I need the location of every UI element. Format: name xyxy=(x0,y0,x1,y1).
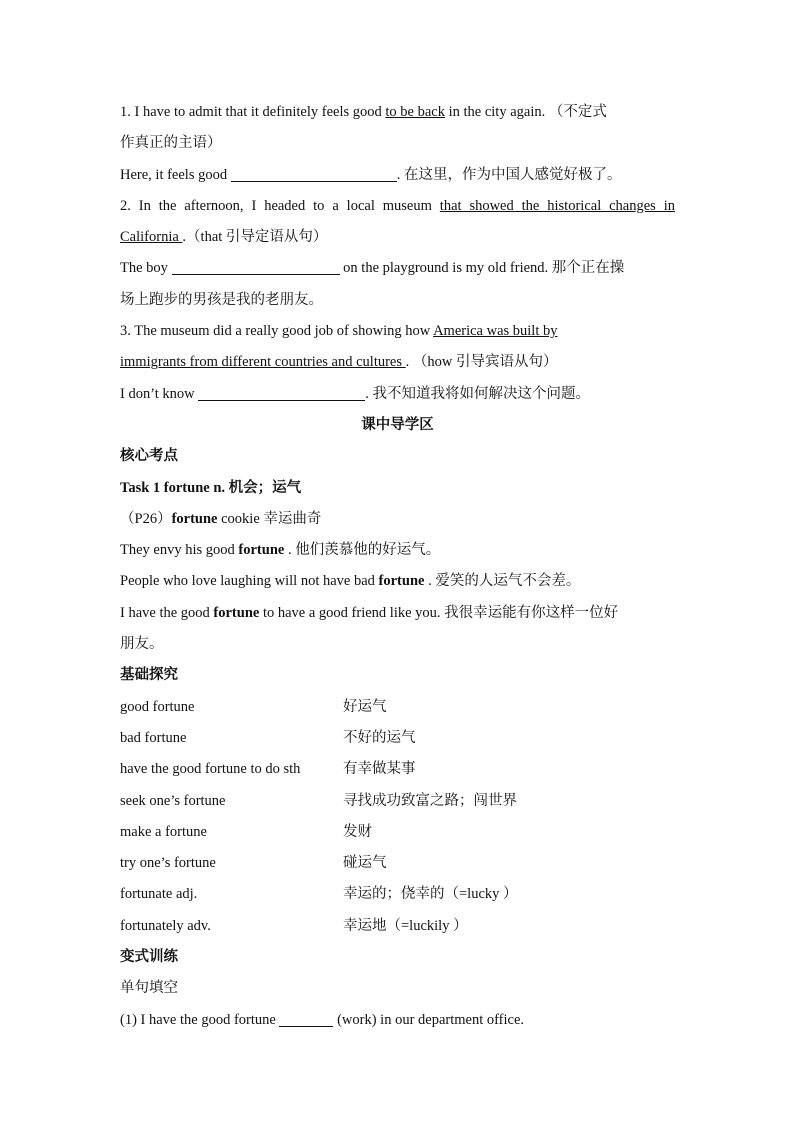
basic-heading: 基础探究 xyxy=(120,667,178,684)
text: I have the good xyxy=(120,604,214,621)
example-3 xyxy=(120,566,675,597)
text: The boy xyxy=(120,260,172,277)
sentence-2-exercise xyxy=(120,253,675,284)
underlined-phrase: California xyxy=(120,229,183,246)
underlined-phrase: to be back xyxy=(385,104,445,120)
phrase-en: bad fortune xyxy=(120,729,187,746)
text: .（that 引导定语从句） xyxy=(182,229,328,246)
text: 2. In the afternoon, I headed to a local museum xyxy=(120,197,440,214)
phrase-row xyxy=(120,879,675,910)
phrase-zh: 碰运气 xyxy=(343,855,387,872)
phrase-row xyxy=(120,817,675,848)
phrase-zh: 幸运地（=luckily ） xyxy=(343,917,468,934)
text: 3. The museum did a really good job of showing how xyxy=(120,323,434,340)
text: . 爱笑的人运气不会差。 xyxy=(424,573,581,590)
text: on the playground is my old friend. 那个正在操 xyxy=(339,260,625,277)
sentence-2-line-1 xyxy=(120,191,675,222)
answer-blank[interactable] xyxy=(172,259,340,275)
phrase-en: have the good fortune to do sth xyxy=(120,761,301,778)
phrase-list xyxy=(120,692,675,942)
phrase-row xyxy=(120,723,675,754)
phrase-en: fortunately adv. xyxy=(120,917,211,934)
sentence-1-exercise xyxy=(120,160,675,191)
task-heading: Task 1 fortune n. 机会；运气 xyxy=(120,479,302,496)
phrase-row xyxy=(120,786,675,817)
sentence-3-line-2 xyxy=(120,347,675,378)
underlined-phrase: immigrants from different countries and cultures xyxy=(120,354,406,371)
phrase-row xyxy=(120,848,675,879)
keyword: fortune xyxy=(378,573,425,590)
phrase-zh: 有幸做某事 xyxy=(343,761,416,778)
sentence-2-exercise-cont: 场上跑步的男孩是我的老朋友。 xyxy=(120,291,323,308)
text: I don’t know xyxy=(120,385,199,402)
section-title: 课中导学区 xyxy=(361,416,434,433)
fill-heading: 单句填空 xyxy=(120,980,178,997)
phrase-en: try one’s fortune xyxy=(120,855,216,872)
phrase-en: fortunate adj. xyxy=(120,886,198,903)
phrase-zh: 幸运的；侥幸的（=lucky ） xyxy=(343,886,518,903)
underlined-phrase: that showed the historical changes in xyxy=(439,197,676,214)
phrase-row xyxy=(120,692,675,723)
sentence-3-exercise xyxy=(120,379,675,410)
text: . （how 引导宾语从句） xyxy=(405,354,558,371)
example-4-cont: 朋友。 xyxy=(120,636,164,653)
sentence-1-line-1 xyxy=(120,97,675,128)
sentence-3-line-1 xyxy=(120,316,675,347)
text: . 在这里，作为中国人感觉好极了。 xyxy=(396,166,622,183)
phrase-en: seek one’s fortune xyxy=(120,792,226,809)
text: . 他们羡慕他的好运气。 xyxy=(284,542,441,559)
text: to have a good friend like you. 我很幸运能有你这样一位好 xyxy=(259,604,619,621)
example-4 xyxy=(120,598,675,629)
phrase-en: good fortune xyxy=(120,698,195,715)
sentence-1-line-2: 作真正的主语） xyxy=(120,135,222,152)
phrase-zh: 好运气 xyxy=(343,698,387,715)
text: They envy his good xyxy=(120,542,239,559)
underlined-phrase: America was built by xyxy=(433,323,558,340)
text: . 我不知道我将如何解决这个问题。 xyxy=(365,385,591,402)
text: 1. I have to admit that it definitely feels good xyxy=(120,104,386,120)
variant-heading: 变式训练 xyxy=(120,949,178,966)
document-page xyxy=(120,97,675,1036)
answer-blank[interactable] xyxy=(198,385,365,401)
core-heading: 核心考点 xyxy=(120,448,178,465)
text: （P26） xyxy=(120,510,172,527)
example-1 xyxy=(120,504,675,535)
text: People who love laughing will not have bad xyxy=(120,573,379,590)
phrase-zh: 发财 xyxy=(343,823,372,840)
text: (work) in our department office. xyxy=(333,1011,525,1028)
text: Here, it feels good xyxy=(120,166,231,183)
keyword: fortune xyxy=(238,542,285,559)
example-2 xyxy=(120,535,675,566)
text: cookie 幸运曲奇 xyxy=(217,510,322,527)
phrase-row xyxy=(120,754,675,785)
phrase-zh: 不好的运气 xyxy=(343,729,416,746)
text: in the city again. （不定式 xyxy=(444,104,607,120)
keyword: fortune xyxy=(171,510,218,527)
question-1 xyxy=(120,1005,675,1036)
answer-blank[interactable] xyxy=(231,166,397,182)
phrase-en: make a fortune xyxy=(120,823,207,840)
text: (1) I have the good fortune xyxy=(120,1011,280,1028)
sentence-2-line-2 xyxy=(120,222,675,253)
keyword: fortune xyxy=(213,604,260,621)
phrase-zh: 寻找成功致富之路；闯世界 xyxy=(343,792,517,809)
answer-blank[interactable] xyxy=(279,1011,333,1027)
phrase-row xyxy=(120,911,675,942)
